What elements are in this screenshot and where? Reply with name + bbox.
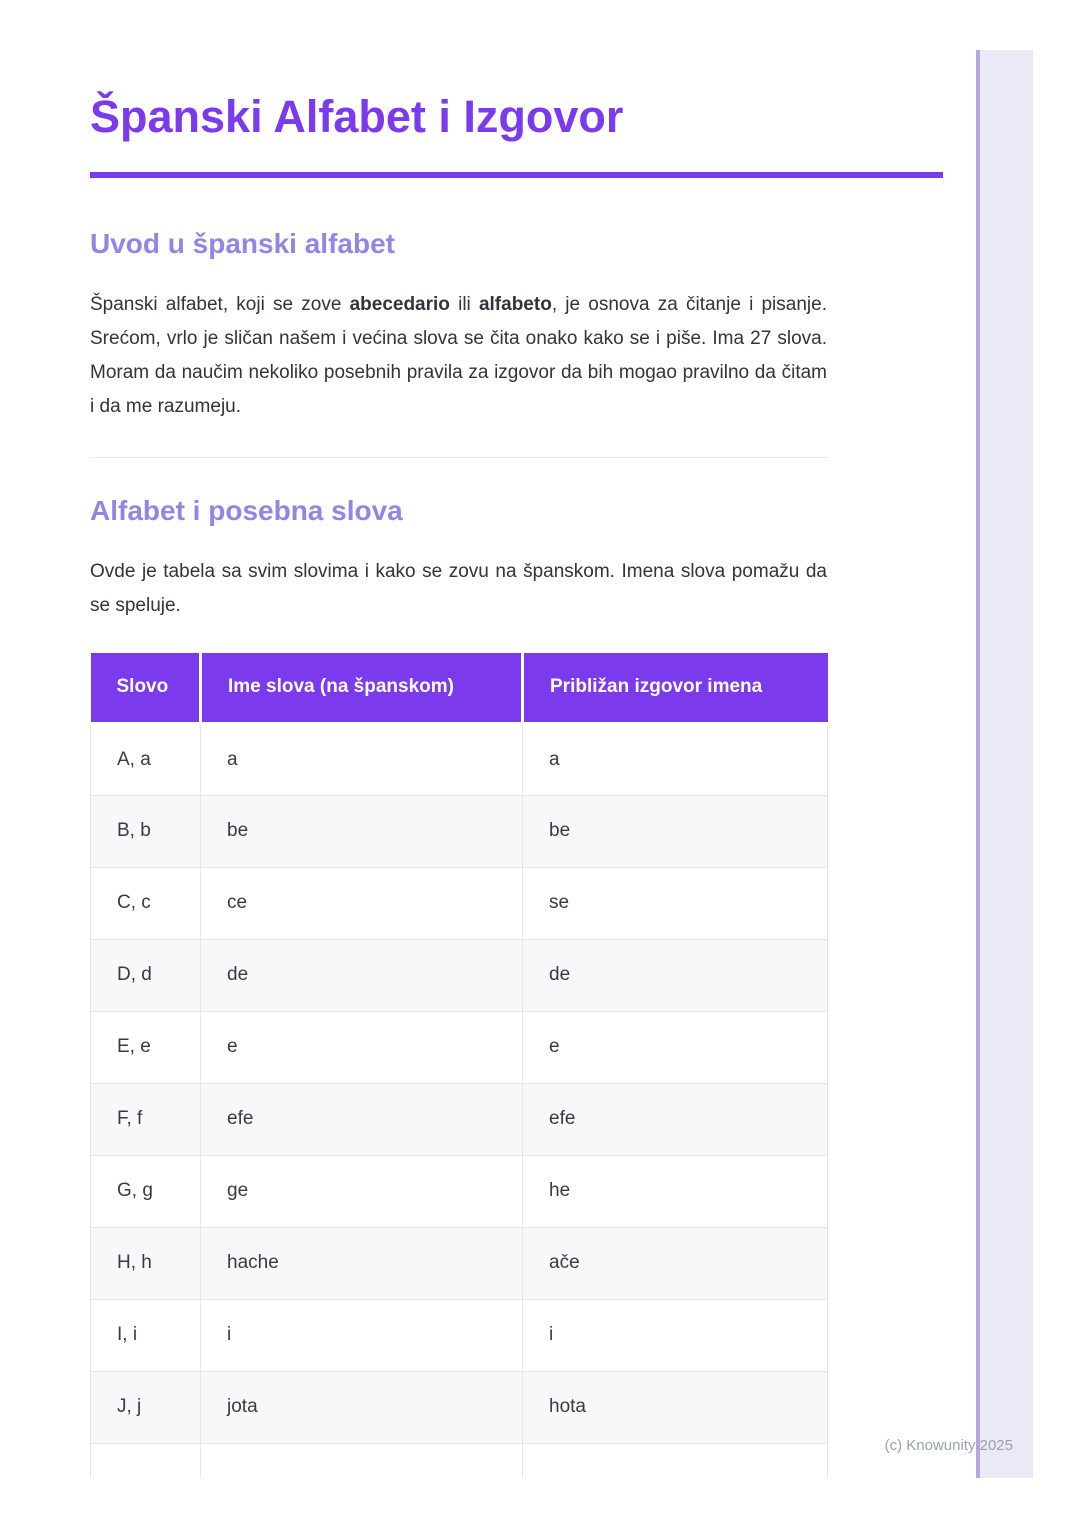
bold-term-alfabeto: alfabeto: [478, 294, 552, 315]
table-row: [91, 1371, 828, 1443]
alphabet-table: [90, 653, 828, 1478]
table-row: [91, 1227, 828, 1299]
table-header-row: [91, 653, 828, 723]
bold-term-abecedario: abecedario: [349, 294, 450, 315]
title-underline-rule: [90, 172, 943, 178]
section-heading-alfabet: Alfabet i posebna slova: [90, 495, 403, 526]
table-cell-letter: A, a: [91, 723, 201, 795]
table-row: [91, 723, 828, 795]
section-divider: [90, 457, 827, 458]
table-header-ime-slova: Ime slova (na španskom): [201, 653, 523, 723]
table-cell-letter: G, g: [91, 1155, 201, 1227]
table-cell-name: de: [201, 939, 523, 1011]
table-row: [91, 939, 828, 1011]
intro-paragraph: [90, 288, 827, 424]
copyright-footer: (c) Knowunity 2025: [884, 1437, 1013, 1454]
intro-paragraph-mid: ili: [449, 294, 479, 315]
table-cell-letter: B, b: [91, 795, 201, 867]
table-cell-pronunciation: se: [523, 867, 828, 939]
table-cell-name: a: [201, 723, 523, 795]
table-row: [91, 1011, 828, 1083]
table-cell-name: be: [201, 795, 523, 867]
table-cell-pronunciation: be: [523, 795, 828, 867]
table-row: [91, 1155, 828, 1227]
intro-paragraph-start: Španski alfabet, koji se zove: [90, 294, 350, 315]
page-title: Španski Alfabet i Izgovor: [90, 91, 624, 142]
table-cell-letter: D, d: [91, 939, 201, 1011]
table-header-slovo: Slovo: [91, 653, 201, 723]
table-cell-pronunciation: efe: [523, 1083, 828, 1155]
table-cell-name: ce: [201, 867, 523, 939]
section-heading-uvod: Uvod u španski alfabet: [90, 228, 395, 259]
table-row: [91, 1299, 828, 1371]
table-cell-letter: J, j: [91, 1371, 201, 1443]
table-cell-letter: C, c: [91, 867, 201, 939]
table-cell-letter: F, f: [91, 1083, 201, 1155]
table-cell-letter: I, i: [91, 1299, 201, 1371]
table-row: [91, 1083, 828, 1155]
table-cell-letter: H, h: [91, 1227, 201, 1299]
table-cell-letter: E, e: [91, 1011, 201, 1083]
table-cell-name: efe: [201, 1083, 523, 1155]
table-cell-pronunciation: e: [523, 1011, 828, 1083]
table-row: [91, 867, 828, 939]
table-cell-name: jota: [201, 1371, 523, 1443]
table-cell-pronunciation: de: [523, 939, 828, 1011]
alphabet-paragraph: Ovde je tabela sa svim slovima i kako se zovu na španskom. Imena slova pomažu da se speluje.: [90, 561, 827, 616]
table-cell-pronunciation: i: [523, 1299, 828, 1371]
table-cell-name: e: [201, 1011, 523, 1083]
table-row: [91, 795, 828, 867]
table-cell-name: i: [201, 1299, 523, 1371]
right-page-edge-strip: [976, 50, 1033, 1478]
table-header-izgovor: Približan izgovor imena: [523, 653, 828, 723]
table-cell-letter: [91, 1443, 201, 1478]
document-content: [90, 90, 950, 1478]
table-cell-name: [201, 1443, 523, 1478]
table-cell-pronunciation: a: [523, 723, 828, 795]
table-cell-pronunciation: ače: [523, 1227, 828, 1299]
table-row-partial: [91, 1443, 828, 1478]
intro-paragraph-end: , je osnova za čitanje i pisanje. Srećom, vrlo je sličan našem i većina slova se čita onako kako se i piše. Ima 27 slova. Moram da naučim nekoliko posebnih pravila za izgovor da bih mogao pravilno da čitam i da me razumeju.: [90, 294, 827, 417]
table-cell-name: ge: [201, 1155, 523, 1227]
table-cell-pronunciation: he: [523, 1155, 828, 1227]
table-cell-pronunciation: hota: [523, 1371, 828, 1443]
table-cell-name: hache: [201, 1227, 523, 1299]
table-cell-pronunciation: [523, 1443, 828, 1478]
